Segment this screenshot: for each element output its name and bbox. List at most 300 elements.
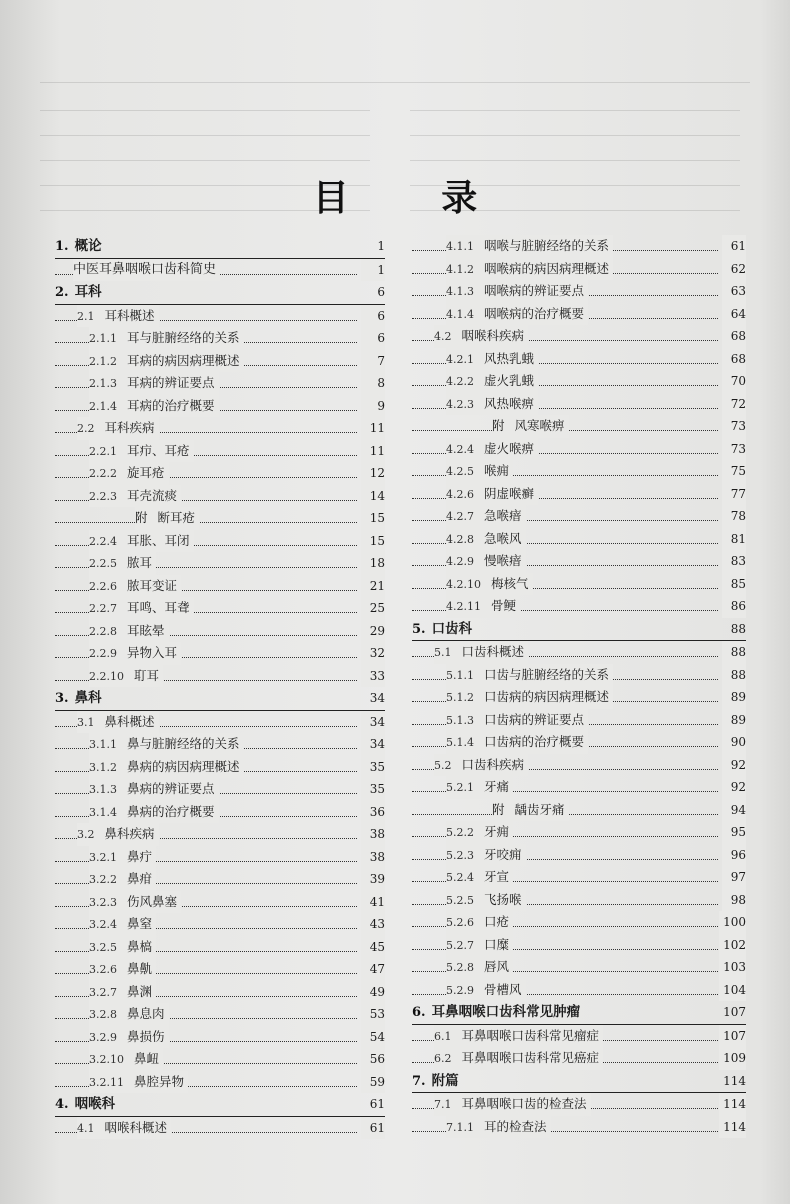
toc-page-number: 49 [361, 981, 385, 1004]
toc-page-number: 1 [361, 259, 385, 282]
toc-right-column [412, 235, 746, 1138]
toc-section-number: 4.1.4 [446, 307, 474, 321]
toc-page-number: 45 [361, 936, 385, 959]
toc-entry [55, 305, 385, 328]
toc-page-number: 18 [361, 552, 385, 575]
toc-entry-label [89, 350, 244, 373]
toc-page-number: 34 [361, 711, 385, 734]
toc-page-number: 68 [722, 325, 746, 348]
toc-section-title: 鼻窒 [127, 916, 153, 931]
toc-section-number: 2.1.2 [89, 354, 117, 368]
toc-entry [412, 709, 746, 732]
toc-entry-label [89, 778, 219, 801]
toc-entry [55, 597, 385, 620]
toc-entry-label [412, 1070, 463, 1094]
toc-entry [55, 395, 385, 418]
toc-section-title: 鼻槁 [127, 938, 153, 954]
toc-section-title: 耳病的病因病理概述 [127, 352, 240, 368]
toc-page-number: 98 [722, 889, 746, 912]
toc-entry [412, 393, 746, 416]
toc-section-number: 3.1 [77, 715, 95, 729]
toc-entry [412, 821, 746, 844]
toc-entry [412, 799, 746, 822]
toc-section-title: 虚火乳蛾 [484, 373, 535, 388]
toc-section-title: 急喉风 [484, 530, 522, 546]
toc-section-number: 3. [55, 691, 69, 706]
toc-section-number: 2.1 [77, 309, 95, 323]
toc-section-title: 耳鼻咽喉口齿科常见瘤症 [461, 1027, 600, 1043]
toc-section-title: 口齿病的辨证要点 [484, 711, 585, 727]
toc-section-title: 异物入耳 [127, 645, 178, 660]
toc-section-title: 口齿科 [431, 620, 473, 637]
toc-left-column [55, 235, 385, 1139]
toc-entry-label [446, 821, 513, 844]
toc-section-title: 鼻渊 [127, 983, 153, 999]
toc-page-number: 11 [361, 440, 385, 463]
toc-entry-label [89, 1071, 188, 1094]
toc-section-title: 耳眩晕 [127, 622, 165, 638]
toc-section-title: 虚火喉痹 [484, 440, 535, 456]
toc-section-number: 2.2.4 [89, 534, 117, 548]
toc-section-title: 口疮 [484, 914, 510, 929]
toc-entry-label [89, 756, 244, 779]
toc-page-number: 109 [719, 1047, 746, 1070]
toc-page-number: 92 [722, 776, 746, 799]
toc-entry-label [446, 528, 526, 551]
toc-entry-label [55, 1093, 119, 1117]
toc-entry-label [89, 327, 244, 350]
toc-entry-label [446, 595, 520, 618]
toc-entry [55, 778, 385, 801]
toc-section-title: 鼻腔异物 [134, 1073, 185, 1089]
toc-entry-label [446, 235, 613, 258]
toc-section-title: 耳鼻咽喉口齿科常见癌症 [461, 1050, 600, 1065]
toc-entry [412, 528, 746, 551]
toc-page-number: 103 [719, 956, 746, 979]
toc-entry-label [89, 1003, 169, 1026]
toc-entry [412, 731, 746, 754]
toc-section-title: 口齿科疾病 [461, 756, 525, 772]
toc-page-number: 89 [722, 686, 746, 709]
toc-entry-label [446, 573, 533, 596]
toc-section-title: 中医耳鼻咽喉口齿科简史 [73, 261, 217, 277]
toc-section-number: 2.2.6 [89, 579, 117, 593]
toc-section-title: 鼻疔 [127, 848, 153, 864]
toc-section-number: 附 [492, 801, 505, 817]
toc-page-number: 95 [722, 821, 746, 844]
toc-section-number: 4.1.1 [446, 240, 474, 253]
toc-entry-label [446, 438, 538, 461]
toc-section-number: 2.2.2 [89, 467, 117, 480]
toc-page-number: 56 [361, 1048, 385, 1071]
toc-section-title: 脓耳 [127, 555, 153, 570]
toc-entry-label [492, 799, 569, 822]
toc-entry [412, 415, 746, 438]
toc-page-number: 35 [361, 778, 385, 801]
toc-entry-label [89, 462, 169, 485]
toc-page-number: 35 [361, 756, 385, 779]
toc-section-title: 咽喉病的辨证要点 [484, 283, 585, 298]
toc-entry [412, 776, 746, 799]
toc-entry [55, 665, 385, 688]
toc-page-number: 89 [722, 709, 746, 732]
toc-entry [55, 440, 385, 463]
toc-section-number: 4. [55, 1097, 69, 1112]
toc-section-number: 5.1 [434, 646, 452, 659]
toc-page-number: 15 [361, 530, 385, 553]
toc-section-number: 1. [55, 239, 69, 254]
toc-entry-label [77, 823, 159, 846]
toc-page-number: 25 [361, 597, 385, 620]
toc-page-number: 107 [723, 1005, 746, 1019]
toc-entry-label [89, 642, 181, 665]
toc-entry [412, 460, 746, 483]
toc-section-number: 4.2.8 [446, 532, 474, 546]
toc-section-number: 附 [492, 418, 505, 433]
toc-entry-label [89, 597, 194, 620]
toc-section-title: 梅核气 [491, 575, 529, 591]
toc-entry-label [446, 911, 513, 934]
toc-entry-label [55, 281, 106, 305]
toc-entry [55, 756, 385, 779]
toc-entry-label [446, 370, 538, 393]
toc-page-number: 96 [722, 844, 746, 867]
toc-page-number: 39 [361, 868, 385, 891]
toc-entry-label [89, 891, 181, 914]
toc-section-number: 3.2 [77, 828, 95, 841]
toc-section-number: 5.2.5 [446, 893, 474, 907]
toc-page-number: 33 [361, 665, 385, 688]
toc-section-title: 风热喉痹 [484, 395, 535, 411]
toc-entry [55, 350, 385, 373]
toc-entry [412, 505, 746, 528]
toc-section-title: 牙咬痈 [484, 846, 522, 862]
toc-entry [412, 911, 746, 934]
toc-section-title: 咽喉科疾病 [461, 328, 525, 343]
toc-page-number: 6 [361, 305, 385, 328]
toc-entry [55, 507, 385, 530]
toc-entry-label [135, 507, 199, 530]
toc-entry-label [446, 731, 588, 754]
toc-section-title: 骨槽风 [484, 981, 522, 997]
toc-entry-label [446, 505, 526, 528]
toc-section-title: 慢喉瘖 [484, 553, 522, 568]
toc-section-title: 口齿病的治疗概要 [484, 734, 585, 749]
toc-section-number: 4.2.1 [446, 352, 474, 366]
toc-section-title: 鼻病的病因病理概述 [127, 758, 240, 774]
toc-entry-label [89, 936, 156, 959]
toc-section-title: 耳胀、耳闭 [127, 532, 190, 548]
toc-entry [55, 259, 385, 282]
toc-entry-label [89, 1048, 163, 1071]
toc-section-number: 7. [412, 1073, 426, 1089]
toc-entry [412, 595, 746, 618]
toc-entry [55, 372, 385, 395]
toc-page-number: 73 [722, 438, 746, 461]
toc-entry-label [89, 372, 219, 395]
toc-section-number: 3.2.10 [89, 1053, 124, 1066]
toc-section-number: 2. [55, 285, 69, 300]
toc-section-number: 4.1.2 [446, 262, 474, 276]
toc-page-number: 38 [361, 846, 385, 869]
toc-entry-label [446, 776, 513, 799]
toc-entry-label [89, 440, 194, 463]
toc-page-number: 34 [369, 691, 385, 705]
toc-section-number: 4.1 [77, 1121, 95, 1135]
toc-entry [55, 936, 385, 959]
toc-entry [412, 325, 746, 348]
toc-entry-label [89, 958, 156, 981]
toc-entry-label [89, 552, 156, 575]
toc-section-title: 耳病的辨证要点 [127, 375, 215, 390]
toc-section-number: 2.2.9 [89, 647, 117, 660]
toc-entry-label [446, 956, 513, 979]
toc-entry [55, 958, 385, 981]
toc-section-number: 3.1.1 [89, 738, 117, 751]
toc-section-title: 耳鸣、耳聋 [127, 600, 190, 615]
toc-entry [55, 417, 385, 440]
toc-section-title: 急喉瘖 [484, 508, 522, 523]
toc-page-number: 11 [361, 417, 385, 440]
toc-section-number: 2.1.1 [89, 332, 117, 345]
toc-section-number: 5.2.4 [446, 871, 474, 884]
toc-page-number: 68 [722, 348, 746, 371]
toc-page-number: 34 [361, 733, 385, 756]
toc-entry [412, 1093, 746, 1116]
toc-entry [412, 979, 746, 1002]
toc-page-number: 104 [719, 979, 746, 1002]
toc-section-number: 2.2.1 [89, 444, 117, 458]
toc-section-title: 鼻科 [74, 690, 102, 706]
toc-entry-label [446, 844, 526, 867]
toc-section-title: 鼻与脏腑经络的关系 [127, 736, 240, 751]
toc-section-number: 3.1.4 [89, 805, 117, 819]
toc-entry [412, 280, 746, 303]
toc-entry [412, 844, 746, 867]
toc-section-number: 3.2.6 [89, 963, 117, 976]
toc-chapter-entry [55, 687, 385, 711]
toc-section-title: 概论 [74, 238, 102, 254]
toc-section-title: 咽喉科概述 [104, 1119, 168, 1135]
toc-entry [412, 1047, 746, 1070]
toc-page-number: 15 [361, 507, 385, 530]
toc-section-title: 阴虚喉癣 [484, 485, 535, 501]
toc-section-title: 鼻病的治疗概要 [127, 803, 215, 819]
toc-section-number: 4.2.7 [446, 510, 474, 523]
toc-section-number: 5.2.8 [446, 961, 474, 974]
toc-section-title: 牙痛 [484, 779, 510, 794]
toc-entry-label [434, 754, 528, 777]
toc-entry [55, 485, 385, 508]
toc-section-title: 口齿科概述 [461, 644, 525, 659]
toc-page-number: 41 [361, 891, 385, 914]
toc-section-number: 4.2.11 [446, 600, 481, 613]
toc-entry [55, 552, 385, 575]
toc-entry-label [446, 889, 526, 912]
toc-section-number: 3.2.7 [89, 985, 117, 999]
toc-page-number: 88 [722, 664, 746, 687]
toc-section-number: 3.2.4 [89, 918, 117, 931]
toc-page-number: 114 [723, 1073, 746, 1088]
toc-entry-label [446, 664, 613, 687]
toc-page-number: 102 [719, 934, 746, 957]
toc-page-number: 29 [361, 620, 385, 643]
toc-entry [412, 866, 746, 889]
toc-section-number: 2.2.3 [89, 489, 117, 503]
toc-entry [412, 754, 746, 777]
toc-section-title: 耳鼻咽喉口齿科常见肿瘤 [431, 1004, 581, 1020]
toc-entry [55, 327, 385, 350]
toc-entry-label [89, 868, 156, 891]
toc-section-title: 口齿与脏腑经络的关系 [484, 666, 610, 682]
toc-section-number: 4.2.5 [446, 465, 474, 478]
toc-chapter-entry [412, 618, 746, 642]
toc-entry [55, 1048, 385, 1071]
toc-entry [55, 1003, 385, 1026]
toc-section-number: 2.2.7 [89, 602, 117, 615]
toc-section-number: 6.2 [434, 1052, 452, 1065]
toc-page-number: 63 [722, 280, 746, 303]
toc-entry [55, 981, 385, 1004]
toc-entry [55, 530, 385, 553]
toc-entry [55, 823, 385, 846]
toc-page-number: 6 [377, 285, 385, 299]
toc-entry [412, 483, 746, 506]
toc-entry-label [446, 483, 538, 506]
toc-entry [55, 1071, 385, 1094]
toc-section-title: 耳鼻咽喉口齿的检查法 [461, 1096, 587, 1111]
toc-section-number: 5.1.2 [446, 691, 474, 704]
toc-entry-label [89, 485, 181, 508]
toc-section-number: 3.2.3 [89, 895, 117, 909]
toc-section-number: 6.1 [434, 1029, 452, 1043]
toc-entry [55, 642, 385, 665]
toc-page-number: 94 [722, 799, 746, 822]
toc-section-title: 龋齿牙痛 [514, 801, 565, 817]
toc-page-number: 7 [361, 350, 385, 373]
toc-entry [55, 733, 385, 756]
toc-entry-label [434, 1047, 603, 1070]
toc-section-title: 脓耳变证 [127, 577, 178, 593]
toc-section-number: 4.1.3 [446, 285, 474, 298]
toc-section-title: 骨鲠 [491, 598, 517, 613]
toc-page-number: 21 [361, 575, 385, 598]
toc-entry-label [89, 1026, 169, 1049]
toc-entry-label [446, 280, 588, 303]
toc-page-number: 32 [361, 642, 385, 665]
toc-section-title: 耳病的治疗概要 [127, 397, 215, 413]
toc-page-number: 78 [722, 505, 746, 528]
toc-section-number: 5.2.2 [446, 826, 474, 839]
toc-entry [412, 1025, 746, 1048]
toc-entry-label [446, 550, 526, 573]
toc-entry-label [446, 686, 613, 709]
toc-page-number: 62 [722, 258, 746, 281]
toc-section-number: 5. [412, 621, 426, 637]
toc-entry-label [89, 665, 163, 688]
toc-section-title: 断耳疮 [157, 510, 196, 525]
toc-entry-label [89, 801, 219, 824]
toc-entry [55, 846, 385, 869]
toc-section-number: 7.1 [434, 1098, 452, 1111]
toc-entry-label [446, 1116, 551, 1139]
toc-chapter-entry [412, 1001, 746, 1025]
toc-entry-label [89, 733, 244, 756]
toc-section-number: 4.2.3 [446, 397, 474, 411]
toc-entry [55, 462, 385, 485]
toc-entry-label [446, 393, 538, 416]
toc-section-number: 4.2.2 [446, 375, 474, 388]
toc-page-number: 70 [722, 370, 746, 393]
toc-entry [412, 641, 746, 664]
toc-entry [55, 620, 385, 643]
toc-section-title: 咽喉病的治疗概要 [484, 305, 585, 321]
toc-section-title: 耳科 [74, 284, 102, 300]
toc-section-number: 3.2.9 [89, 1030, 117, 1044]
toc-section-title: 耳的检查法 [484, 1118, 547, 1134]
toc-page-number: 83 [722, 550, 746, 573]
toc-page-number: 12 [361, 462, 385, 485]
toc-chapter-entry [55, 235, 385, 259]
toc-page-number: 14 [361, 485, 385, 508]
toc-section-title: 风寒喉痹 [514, 418, 565, 433]
toc-page-number: 114 [719, 1116, 746, 1139]
toc-section-title: 鼻科疾病 [104, 826, 155, 841]
toc-page-number: 61 [722, 235, 746, 258]
toc-entry [412, 889, 746, 912]
toc-section-title: 旋耳疮 [127, 465, 165, 480]
toc-entry [55, 913, 385, 936]
toc-entry [412, 258, 746, 281]
toc-section-number: 3.2.2 [89, 873, 117, 886]
toc-page-number: 64 [722, 303, 746, 326]
toc-section-title: 鼻损伤 [127, 1028, 165, 1044]
toc-section-number: 5.2.1 [446, 781, 474, 794]
toc-page-number: 72 [722, 393, 746, 416]
toc-section-title: 鼻病的辨证要点 [127, 781, 215, 796]
toc-section-number: 2.2 [77, 422, 95, 435]
toc-section-title: 鼻科概述 [104, 713, 155, 729]
toc-entry [55, 711, 385, 734]
toc-page-number: 73 [722, 415, 746, 438]
toc-entry [55, 1026, 385, 1049]
toc-section-number: 附 [135, 510, 148, 525]
toc-section-title: 风热乳蛾 [484, 350, 535, 366]
toc-chapter-entry [55, 1093, 385, 1117]
toc-section-number: 2.2.8 [89, 624, 117, 638]
toc-page-number: 43 [361, 913, 385, 936]
toc-section-title: 耳与脏腑经络的关系 [127, 330, 240, 345]
toc-page-number: 59 [361, 1071, 385, 1094]
toc-entry-label [446, 303, 588, 326]
toc-page-number: 107 [719, 1025, 746, 1048]
dot-leader [55, 522, 357, 523]
toc-chapter-entry [55, 281, 385, 305]
toc-entry-label [492, 415, 569, 438]
toc-section-number: 5.2.7 [446, 938, 474, 952]
toc-section-number: 5.1.1 [446, 668, 474, 682]
toc-chapter-entry [412, 1070, 746, 1094]
toc-entry-label [434, 1093, 591, 1116]
toc-section-title: 耳疖、耳疮 [127, 442, 190, 458]
toc-section-title: 口齿病的病因病理概述 [484, 689, 610, 704]
toc-section-title: 牙宣 [484, 869, 510, 884]
toc-entry-label [446, 258, 613, 281]
toc-page-number: 88 [722, 641, 746, 664]
toc-entry-label [73, 259, 220, 282]
toc-entry [412, 1116, 746, 1139]
toc-section-title: 耵耳 [134, 667, 160, 683]
